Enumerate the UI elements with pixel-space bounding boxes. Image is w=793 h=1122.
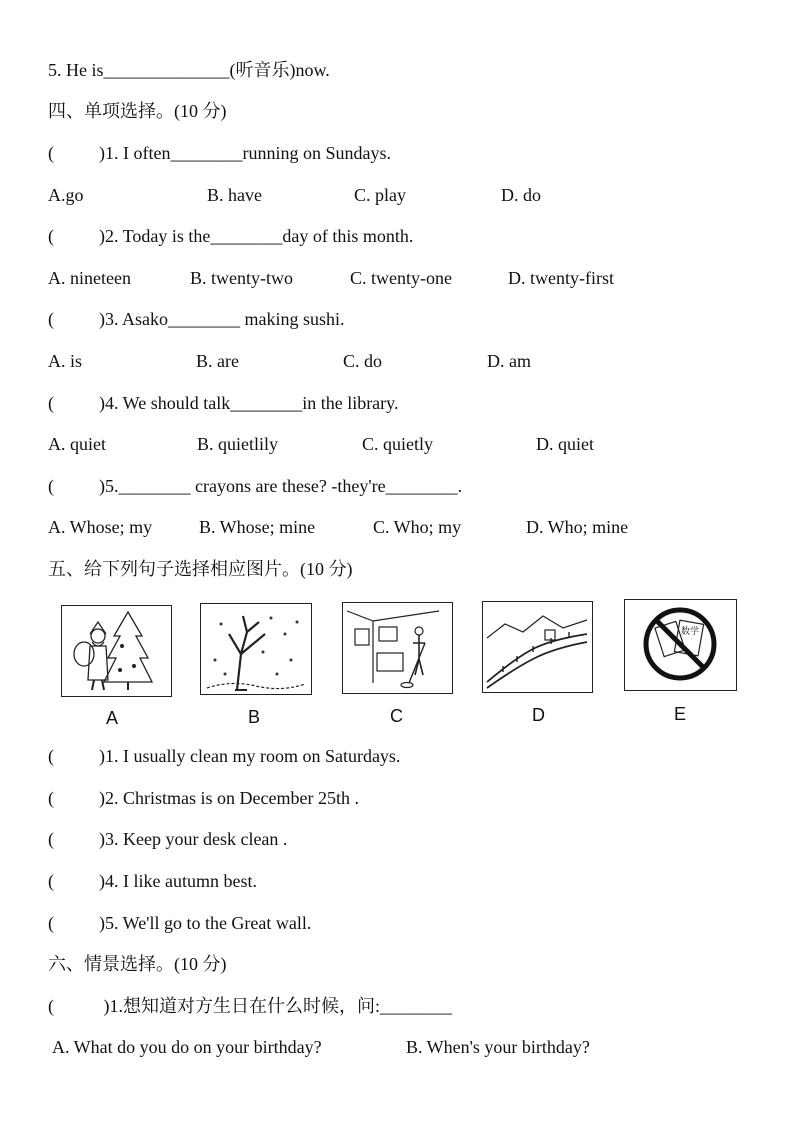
book-text: 数学 bbox=[681, 627, 700, 637]
picture-d bbox=[482, 601, 593, 693]
match-sentence: ( )2. Christmas is on December 25th . bbox=[48, 788, 359, 808]
section-5-heading: 五、给下列句子选择相应图片。(10 分) bbox=[48, 559, 353, 579]
picture-e bbox=[624, 599, 737, 691]
match-sentence: ( )1. I usually clean my room on Saturdays. bbox=[48, 746, 401, 766]
option-c: C. quietly bbox=[362, 434, 433, 454]
no-books-sign-icon bbox=[625, 600, 736, 690]
option-b: B. are bbox=[196, 351, 239, 371]
question-stem: ( )2. Today is the________day of this month. bbox=[48, 226, 414, 246]
option-b: B. When's your birthday? bbox=[406, 1037, 590, 1057]
cleaning-room-icon bbox=[343, 603, 452, 693]
option-c: C. twenty-one bbox=[350, 268, 452, 288]
picture-a bbox=[61, 605, 172, 697]
picture-b bbox=[200, 603, 312, 695]
question-stem: ( )5.________ crayons are these? -they're________. bbox=[48, 476, 463, 496]
option-a: A. is bbox=[48, 351, 83, 371]
section-4-heading: 四、单项选择。(10 分) bbox=[48, 101, 227, 121]
option-c: C. do bbox=[343, 351, 383, 371]
fill-in-item-5: 5. He is______________(听音乐)now. bbox=[48, 60, 330, 80]
option-a: A. nineteen bbox=[48, 268, 131, 288]
option-c: C. play bbox=[354, 185, 406, 205]
picture-d-label: D bbox=[532, 705, 545, 725]
option-b: B. quietlily bbox=[197, 434, 278, 454]
picture-a-label: A bbox=[106, 708, 119, 728]
situation-question: ( )1.想知道对方生日在什么时候，问:________ bbox=[48, 996, 452, 1016]
option-b: B. Whose; mine bbox=[199, 517, 316, 537]
option-d: D. Who; mine bbox=[526, 517, 629, 537]
santa-christmas-tree-icon bbox=[62, 606, 171, 696]
options-row bbox=[48, 267, 748, 289]
question-stem: ( )4. We should talk________in the library. bbox=[48, 393, 399, 413]
option-a: A. Whose; my bbox=[48, 517, 153, 537]
option-d: D. am bbox=[487, 351, 531, 371]
great-wall-icon bbox=[483, 602, 592, 692]
autumn-tree-icon bbox=[201, 604, 311, 694]
option-d: D. twenty-first bbox=[508, 268, 614, 288]
option-d: D. quiet bbox=[536, 434, 594, 454]
picture-c-label: C bbox=[390, 706, 403, 726]
option-c: C. Who; my bbox=[373, 517, 462, 537]
question-stem: ( )1. I often________running on Sundays. bbox=[48, 143, 391, 163]
question-stem: ( )3. Asako________ making sushi. bbox=[48, 309, 345, 329]
options-row bbox=[52, 1036, 752, 1058]
options-row bbox=[48, 516, 748, 538]
options-row bbox=[48, 184, 748, 206]
section-6-heading: 六、情景选择。(10 分) bbox=[48, 954, 227, 974]
option-a: A. quiet bbox=[48, 434, 106, 454]
options-row bbox=[48, 350, 748, 372]
match-sentence: ( )3. Keep your desk clean . bbox=[48, 829, 288, 849]
match-sentence: ( )4. I like autumn best. bbox=[48, 871, 257, 891]
option-a: A.go bbox=[48, 185, 84, 205]
option-a: A. What do you do on your birthday? bbox=[52, 1037, 322, 1057]
match-sentence: ( )5. We'll go to the Great wall. bbox=[48, 913, 312, 933]
option-d: D. do bbox=[501, 185, 541, 205]
picture-e-label: E bbox=[674, 704, 687, 724]
picture-b-label: B bbox=[248, 707, 261, 727]
option-b: B. twenty-two bbox=[190, 268, 293, 288]
options-row bbox=[48, 433, 748, 455]
picture-c bbox=[342, 602, 453, 694]
option-b: B. have bbox=[207, 185, 262, 205]
